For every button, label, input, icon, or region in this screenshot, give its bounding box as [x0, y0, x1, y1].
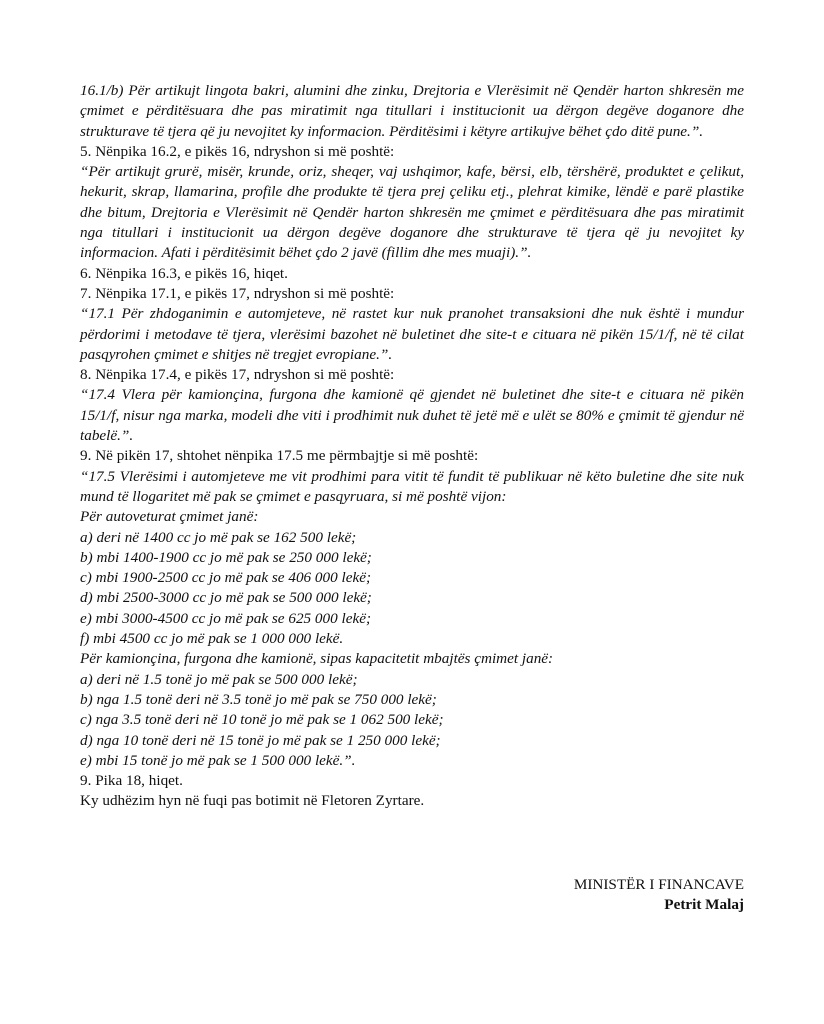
list-item: c) nga 3.5 tonë deri në 10 tonë jo më pak se 1 062 500 lekë;: [80, 711, 444, 729]
list-item: a) deri në 1.5 tonë jo më pak se 500 000 lekë;: [80, 670, 358, 688]
list-item: a) deri në 1400 cc jo më pak se 162 500 lekë;: [80, 528, 357, 546]
list-item: c) mbi 1900-2500 cc jo më pak se 406 000 lekë;: [80, 569, 372, 587]
paragraph-17-5-text: “17.5 Vlerësimi i automjeteve me vit prodhimi para vitit të fundit të publikuar në këto buletine dhe site nuk mund të llogaritet më pak se çmimet e pasqyruara, si më poshtë vijon:: [80, 467, 744, 505]
paragraph-item-5: 5. Nënpika 16.2, e pikës 16, ndryshon si më poshtë:: [80, 142, 395, 160]
signature-title: MINISTËR I FINANCAVE: [573, 876, 744, 893]
paragraph-item-6: 6. Nënpika 16.3, e pikës 16, hiqet.: [80, 264, 288, 282]
paragraph-16-2-text: “Për artikujt grurë, misër, krunde, oriz, sheqer, vaj ushqimor, kafe, bërsi, elb, tërshërë, produktet e çelikut, hekurit, skrap, llamarina, profile dhe produkte të tjera prej çeliku etj., plehrat kimike, lëndë e parë plastike dhe bitum, Drejtoria e Vlerësimit në Qendër harton shkresën me çmimet e përditësuara dhe pas miratimit nga titullari i institucionit ua dërgon degëve doganore dhe strukturave të tjera që ju nevojitet ky informacion. Afati i përditësimit bëhet çdo 2 javë (fillim dhe mes muaji).”.: [80, 163, 744, 262]
paragraph-item-7: 7. Nënpika 17.1, e pikës 17, ndryshon si më poshtë:: [80, 284, 395, 302]
paragraph-16-1-b: 16.1/b) Për artikujt lingota bakri, alumini dhe zinku, Drejtoria e Vlerësimit në Qendër harton shkresën me çmimet e përditësuara dhe pas miratimit nga titullari i institucionit ua dërgon degëve doganore dhe strukturave të tjera që ju nevojitet ky informacion. Përditësimi i këtyre artikujve bëhet çdo ditë pune.”.: [80, 82, 744, 140]
paragraph-17-1-text: “17.1 Për zhdoganimin e automjeteve, në rastet kur nuk pranohet transaksioni dhe nuk është i mundur përdorimi i metodave të tjera, vlerësimi bazohet në buletinet dhe site-t e cituara në pikën 15/1/f, në të cilat pasqyrohen çmimet e shitjes në tregjet evropiane.”.: [80, 305, 744, 363]
paragraph-item-9: 9. Në pikën 17, shtohet nënpika 17.5 me përmbajtje si më poshtë:: [80, 447, 479, 465]
list-item: b) nga 1.5 tonë deri në 3.5 tonë jo më pak se 750 000 lekë;: [80, 690, 437, 708]
paragraph-item-9-pika-18: 9. Pika 18, hiqet.: [80, 772, 183, 790]
list-item: d) nga 10 tonë deri në 15 tonë jo më pak se 1 250 000 lekë;: [80, 731, 441, 749]
list-item: b) mbi 1400-1900 cc jo më pak se 250 000 lekë;: [80, 548, 372, 566]
list-item: f) mbi 4500 cc jo më pak se 1 000 000 lekë.: [80, 630, 344, 648]
paragraph-entry-into-force: Ky udhëzim hyn në fuqi pas botimit në Fletoren Zyrtare.: [80, 792, 425, 810]
paragraph-item-8: 8. Nënpika 17.4, e pikës 17, ndryshon si më poshtë:: [80, 366, 395, 384]
paragraph-17-4-text: “17.4 Vlera për kamionçina, furgona dhe kamionë që gjendet në buletinet dhe site-t e cituara në pikën 15/1/f, nisur nga marka, modeli dhe viti i prodhimit nuk duhet të jetë më e ulët se 80% e çmimit të gjendur në tabelë.”.: [80, 386, 744, 445]
list-item: d) mbi 2500-3000 cc jo më pak se 500 000 lekë;: [80, 589, 372, 607]
signature-name: Petrit Malaj: [664, 896, 744, 913]
list-item: e) mbi 15 tonë jo më pak se 1 500 000 lekë.”.: [80, 751, 356, 769]
list-heading-cars: Për autoveturat çmimet janë:: [80, 508, 259, 526]
document-body: [80, 81, 744, 812]
list-heading-trucks: Për kamionçina, furgona dhe kamionë, sipas kapacitetit mbajtës çmimet janë:: [80, 650, 554, 668]
list-item: e) mbi 3000-4500 cc jo më pak se 625 000 lekë;: [80, 609, 372, 627]
